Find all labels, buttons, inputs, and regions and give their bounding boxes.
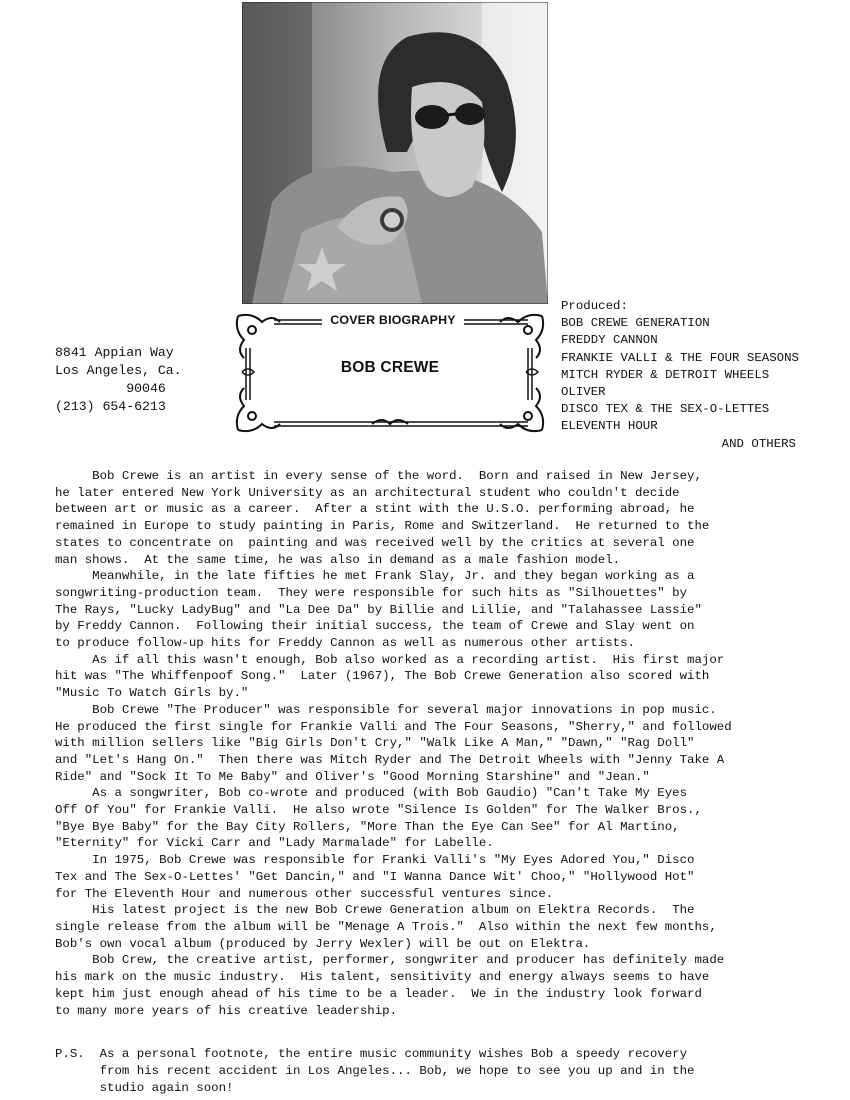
produced-list [561, 298, 799, 453]
produced-item: BOB CREWE GENERATION [561, 316, 710, 331]
text-line: man shows. At the same time, he was also in demand as a male fashion model. [55, 552, 621, 567]
text-line: with million sellers like "Big Girls Don't Cry," "Walk Like A Man," "Dawn," "Rag Doll" [55, 736, 695, 751]
text-line: "Eternity" for Vicki Carr and "Lady Marmalade" for Labelle. [55, 836, 494, 851]
text-line: for The Eleventh Hour and numerous other successful ventures since. [55, 886, 554, 901]
text-line: songwriting-production team. They were responsible for such hits as "Silhouettes" by [55, 585, 688, 600]
text-line: Bob Crewe is an artist in every sense of the word. Born and raised in New Jersey, [55, 469, 702, 483]
text-line: Meanwhile, in the late fifties he met Frank Slay, Jr. and they began working as a [55, 569, 695, 584]
text-line: Ride" and "Sock It To Me Baby" and Oliver's "Good Morning Starshine" and "Jean." [55, 769, 650, 784]
paragraph [55, 852, 835, 902]
paragraph [55, 568, 835, 652]
address-phone: (213) 654-6213 [55, 399, 166, 414]
text-line: from his recent accident in Los Angeles... Bob, we hope to see you up and in the [55, 1064, 695, 1078]
text-line: states to concentrate on painting and was received well by the critics at several one [55, 535, 695, 550]
text-line: The Rays, "Lucky LadyBug" and "La Dee Da" by Billie and Lillie, and "Talahassee Lassie" [55, 602, 702, 617]
text-line: Bob Crewe "The Producer" was responsible for several major innovations in pop music. [55, 702, 717, 717]
text-line: he later entered New York University as an architectural student who couldn't decide [55, 485, 680, 500]
portrait-photo [242, 2, 548, 304]
text-line: As if all this wasn't enough, Bob also worked as a recording artist. His first major [55, 652, 725, 667]
text-line: Off Of You" for Frankie Valli. He also wrote "Silence Is Golden" for The Walker Bros., [55, 803, 702, 818]
paragraph [55, 468, 835, 568]
paragraph [55, 702, 835, 786]
paragraph [55, 652, 835, 702]
text-line: to produce follow-up hits for Freddy Cannon as well as numerous other artists. [55, 636, 635, 651]
text-line: "Bye Bye Baby" for the Bay City Rollers, "More Than the Eye Can See" for Al Martino, [55, 819, 680, 834]
subject-name: BOB CREWE [340, 359, 440, 376]
produced-item: OLIVER [561, 385, 606, 400]
address-block [55, 344, 182, 416]
text-line: studio again soon! [55, 1081, 234, 1095]
produced-item: MITCH RYDER & DETROIT WHEELS [561, 367, 770, 382]
text-line: P.S. As a personal footnote, the entire music community wishes Bob a speedy recovery [55, 1047, 688, 1061]
postscript [55, 1046, 694, 1097]
produced-item: ELEVENTH HOUR [561, 419, 658, 434]
produced-item: FREDDY CANNON [561, 333, 658, 348]
text-line: between art or music as a career. After a stint with the U.S.O. performing abroad, he [55, 502, 695, 517]
text-line: In 1975, Bob Crewe was responsible for Franki Valli's "My Eyes Adored You," Disco [55, 853, 695, 868]
paragraph [55, 902, 835, 952]
text-line: Bob's own vocal album (produced by Jerry Wexler) will be out on Elektra. [55, 936, 591, 951]
paragraph [55, 952, 835, 1019]
cover-biography-title: COVER BIOGRAPHY [322, 313, 464, 327]
produced-heading: Produced: [561, 299, 628, 313]
text-line: hit was "The Whiffenpoof Song." Later (1967), The Bob Crewe Generation also scored with [55, 669, 710, 684]
text-line: remained in Europe to study painting in Paris, Rome and Switzerland. He returned to the [55, 519, 710, 534]
text-line: "Music To Watch Girls by." [55, 686, 249, 701]
text-line: His latest project is the new Bob Crewe Generation album on Elektra Records. The [55, 903, 695, 918]
text-line: kept him just enough ahead of his time to be a leader. We in the industry look forward [55, 986, 702, 1001]
text-line: his mark on the music industry. His talent, sensitivity and energy always seems to have [55, 970, 710, 985]
address-line: 90046 [55, 381, 166, 396]
text-line: As a songwriter, Bob co-wrote and produced (with Bob Gaudio) "Can't Take My Eyes [55, 786, 688, 801]
produced-item: FRANKIE VALLI & THE FOUR SEASONS [561, 350, 799, 365]
produced-others: AND OTHERS [721, 436, 796, 451]
text-line: to many more years of his creative leadership. [55, 1003, 398, 1018]
paragraph [55, 785, 835, 852]
biography-body [55, 468, 835, 1019]
text-line: Bob Crew, the creative artist, performer, songwriter and producer has definitely made [55, 953, 725, 968]
address-line: 8841 Appian Way [55, 345, 174, 360]
text-line: by Freddy Cannon. Following their initial success, the team of Crewe and Slay went on [55, 619, 695, 634]
text-line: single release from the album will be "Menage A Trois." Also within the next few months, [55, 919, 717, 934]
address-line: Los Angeles, Ca. [55, 363, 182, 378]
text-line: Tex and The Sex-O-Lettes' "Get Dancin," and "I Wanna Dance Wit' Choo," "Hollywood Hot" [55, 869, 695, 884]
text-line: He produced the first single for Frankie Valli and The Four Seasons, "Sherry," and followed [55, 719, 732, 734]
text-line: and "Let's Hang On." Then there was Mitch Ryder and The Detroit Wheels with "Jenny Take A [55, 752, 725, 767]
produced-item: DISCO TEX & THE SEX-O-LETTES [561, 402, 770, 417]
